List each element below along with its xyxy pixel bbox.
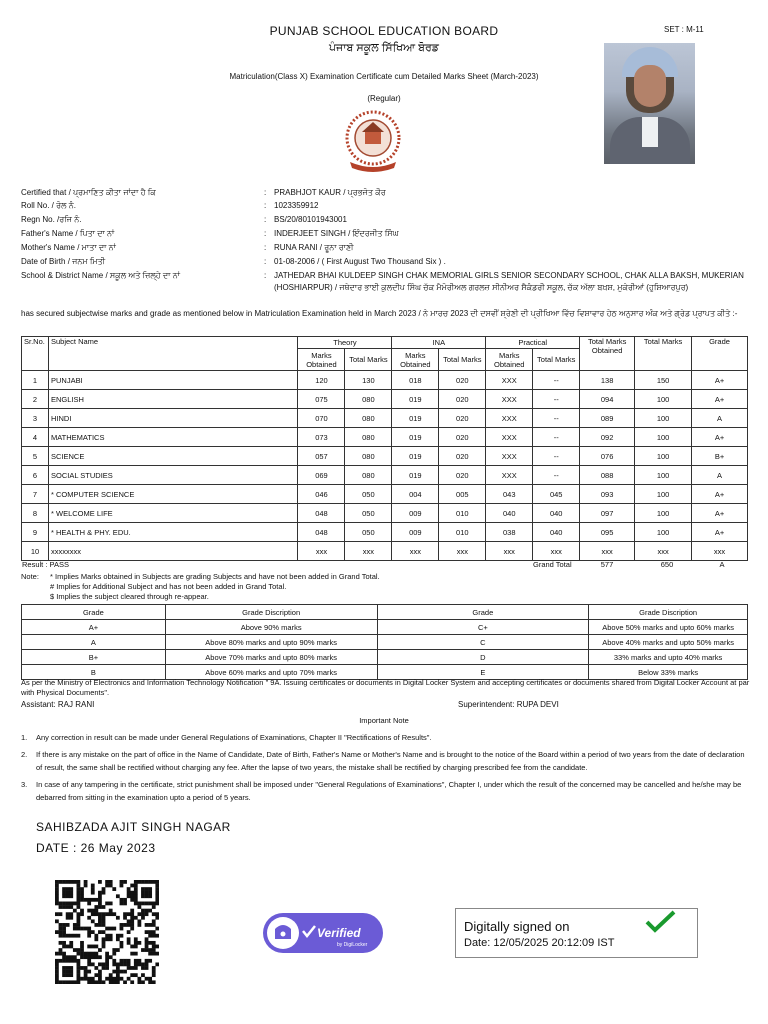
- grade-row: [22, 635, 748, 650]
- total-obtained-cell: xxx: [580, 542, 635, 561]
- theory-obtained-cell: 057: [298, 447, 345, 466]
- note-point: 1. Any correction in result can be made under General Regulations of Examinations, Chapter II "Rectifications of Results".: [21, 733, 432, 742]
- signature-date: Date: 12/05/2025 20:12:09 IST: [464, 937, 615, 949]
- col-srno: Sr.No.: [22, 337, 49, 371]
- total-marks-cell: xxx: [635, 542, 692, 561]
- theory-obtained-cell: 046: [298, 485, 345, 504]
- subject-name-cell: * COMPUTER SCIENCE: [48, 485, 297, 504]
- ina-obtained-cell: 009: [392, 523, 439, 542]
- total-obtained-cell: 076: [580, 447, 635, 466]
- sr-no-cell: 6: [22, 466, 49, 485]
- sr-no-cell: 8: [22, 504, 49, 523]
- signature-line-1: Digitally signed on: [464, 919, 570, 934]
- theory-total-cell: 080: [345, 428, 392, 447]
- theory-total-cell: 130: [345, 371, 392, 390]
- total-marks-cell: 100: [635, 504, 692, 523]
- ina-total: Total Marks: [439, 349, 486, 371]
- practical-total-cell: 045: [533, 485, 580, 504]
- note-point: 3. In case of any tampering in the certificate, strict punishment shall be imposed under "General Regulations of Examinations", Chapter I, under which the result of the concerned may be cancelled and he/she may be debarred from sitting in the examination upto a period of 5 years.: [21, 779, 742, 802]
- total-marks-cell: 100: [635, 409, 692, 428]
- roll-no-label: Roll No. / ਰੋਲ ਨੰ.: [21, 201, 76, 210]
- grade-desc-col-header: Grade Discription: [165, 605, 377, 620]
- ina-total-cell: 020: [439, 390, 486, 409]
- table-row: [22, 466, 748, 485]
- practical-total-cell: xxx: [533, 542, 580, 561]
- total-obtained-cell: 088: [580, 466, 635, 485]
- practical-obtained-cell: XXX: [486, 466, 533, 485]
- ina-obtained-cell: 019: [392, 390, 439, 409]
- sr-no-cell: 4: [22, 428, 49, 447]
- subject-name-cell: * HEALTH & PHY. EDU.: [48, 523, 297, 542]
- grade-col-header: Grade: [377, 605, 589, 620]
- grade-cell: A+: [692, 371, 748, 390]
- grade-cell: B+: [22, 650, 166, 665]
- total-marks-cell: 150: [635, 371, 692, 390]
- theory-total-cell: 050: [345, 485, 392, 504]
- digital-signature-box: [455, 908, 698, 958]
- ina-obtained-cell: 019: [392, 409, 439, 428]
- ina-total-cell: 020: [439, 409, 486, 428]
- theory-obtained-cell: 048: [298, 504, 345, 523]
- verified-sub: by DigiLocker: [337, 942, 368, 948]
- theory-total: Total Marks: [345, 349, 392, 371]
- col-total-marks: Total Marks: [635, 337, 692, 371]
- subject-name-cell: MATHEMATICS: [48, 428, 297, 447]
- col-total-obtained: Total Marks Obtained: [580, 337, 635, 371]
- subject-name-cell: xxxxxxxx: [48, 542, 297, 561]
- grade-description-cell: Above 80% marks and upto 90% marks: [165, 635, 377, 650]
- issue-place: SAHIBZADA AJIT SINGH NAGAR: [36, 820, 231, 834]
- grade-row: [22, 650, 748, 665]
- subject-name-cell: HINDI: [48, 409, 297, 428]
- grade-cell: A+: [692, 504, 748, 523]
- regn-no-value: BS/20/80101943001: [274, 215, 347, 224]
- ina-marks-obtained: Marks Obtained: [392, 349, 439, 371]
- regn-no-label: Regn No. /ਰਜਿ ਨੰ.: [21, 215, 82, 224]
- grade-cell: A: [692, 466, 748, 485]
- subject-name-cell: PUNJABI: [48, 371, 297, 390]
- note-point: 2. If there is any mistake on the part of office in the Name of Candidate, Date of Birth, Father's Name or Mother's Name and is brought to the notice of the Board within a period of two years from the date of declaration of result, the same shall be rectified without charging any fee. After the lapse of two years, the mistake shall be rectified by charging prescribed fee from the candidate.: [21, 749, 745, 772]
- qr-code-icon: [55, 880, 159, 984]
- grade-cell: C+: [377, 620, 589, 635]
- theory-obtained-cell: 069: [298, 466, 345, 485]
- col-theory: Theory: [298, 337, 392, 349]
- grade-cell: xxx: [692, 542, 748, 561]
- theory-total-cell: 050: [345, 504, 392, 523]
- grand-total-max: 650: [660, 560, 674, 569]
- sr-no-cell: 5: [22, 447, 49, 466]
- board-name-english: PUNJAB SCHOOL EDUCATION BOARD: [269, 24, 499, 38]
- practical-total-cell: --: [533, 371, 580, 390]
- mother-name-label: Mother's Name / ਮਾਤਾ ਦਾ ਨਾਂ: [21, 243, 116, 252]
- result-row: [21, 558, 748, 570]
- candidate-photo: [604, 43, 695, 164]
- certified-label: Certified that / ਪ੍ਰਮਾਣਿਤ ਕੀਤਾ ਜਾਂਦਾ ਹੈ ਕਿ: [21, 188, 156, 197]
- grade-cell: D: [377, 650, 589, 665]
- grade-cell: C: [377, 635, 589, 650]
- total-obtained-cell: 095: [580, 523, 635, 542]
- grade-cell: E: [377, 665, 589, 680]
- practical-total-cell: --: [533, 447, 580, 466]
- theory-obtained-cell: 073: [298, 428, 345, 447]
- table-row: [22, 504, 748, 523]
- theory-total-cell: 080: [345, 390, 392, 409]
- total-obtained-cell: 097: [580, 504, 635, 523]
- sr-no-cell: 10: [22, 542, 49, 561]
- grade-cell: A+: [692, 428, 748, 447]
- grade-cell: B+: [692, 447, 748, 466]
- grade-col-header: Grade: [22, 605, 166, 620]
- practical-total-cell: --: [533, 428, 580, 447]
- table-row: [22, 485, 748, 504]
- sr-no-cell: 1: [22, 371, 49, 390]
- table-row: [22, 409, 748, 428]
- table-row: [22, 371, 748, 390]
- practical-total-cell: --: [533, 409, 580, 428]
- grade-row: [22, 620, 748, 635]
- grade-description-cell: Above 90% marks: [165, 620, 377, 635]
- exam-category: (Regular): [367, 94, 401, 103]
- col-subject: Subject Name: [48, 337, 297, 371]
- col-grade: Grade: [692, 337, 748, 371]
- total-marks-cell: 100: [635, 390, 692, 409]
- grade-description-table: [21, 604, 748, 680]
- set-code: SET : M-11: [664, 25, 704, 34]
- grade-desc-col-header: Grade Discription: [589, 605, 748, 620]
- col-ina: INA: [392, 337, 486, 349]
- sr-no-cell: 3: [22, 409, 49, 428]
- result-status: Result : PASS: [22, 560, 69, 569]
- dob-value: 01-08-2006 / ( First August Two Thousand Six ) .: [274, 257, 446, 266]
- ina-obtained-cell: 019: [392, 428, 439, 447]
- certificate-title: Matriculation(Class X) Examination Certificate cum Detailed Marks Sheet (March-2023): [229, 72, 539, 81]
- sr-no-cell: 7: [22, 485, 49, 504]
- roll-no-value: 1023359912: [274, 201, 319, 210]
- important-note-points: [21, 731, 748, 808]
- subject-name-cell: * WELCOME LIFE: [48, 504, 297, 523]
- practical-obtained-cell: 040: [486, 504, 533, 523]
- theory-obtained-cell: 120: [298, 371, 345, 390]
- theory-total-cell: 080: [345, 409, 392, 428]
- ina-total-cell: 010: [439, 504, 486, 523]
- sr-no-cell: 2: [22, 390, 49, 409]
- practical-total-cell: --: [533, 390, 580, 409]
- practical-obtained-cell: XXX: [486, 428, 533, 447]
- subject-name-cell: ENGLISH: [48, 390, 297, 409]
- grade-cell: A+: [692, 390, 748, 409]
- practical-total: Total Marks: [533, 349, 580, 371]
- board-emblem-icon: [344, 110, 402, 176]
- practical-obtained-cell: xxx: [486, 542, 533, 561]
- table-row: [22, 390, 748, 409]
- overall-grade: A: [719, 560, 725, 569]
- ina-total-cell: 005: [439, 485, 486, 504]
- grade-description-cell: 33% marks and upto 40% marks: [589, 650, 748, 665]
- board-name-punjabi: ਪੰਜਾਬ ਸਕੂਲ ਸਿੱਖਿਆ ਬੋਰਡ: [329, 42, 439, 54]
- dob-label: Date of Birth / ਜਨਮ ਮਿਤੀ: [21, 257, 106, 266]
- grade-description-cell: Above 60% marks and upto 70% marks: [165, 665, 377, 680]
- col-practical: Practical: [486, 337, 580, 349]
- secured-statement: has secured subjectwise marks and grade as mentioned below in Matriculation Examination held in March 2023 / ਨੇ ਮਾਰਚ 2023 ਦੀ ਦਸਵੀਂ ਸ਼੍ਰੇਣੀ ਦੀ ਪ੍ਰੀਖਿਆ ਵਿੱਚ ਵਿਸ਼ਾਵਾਰ ਹੇਠ ਅਨੁਸਾਰ ਅੰਕ ਅਤੇ ਗ੍ਰੇਡ ਪ੍ਰਾਪਤ ਕੀਤੇ :-: [21, 309, 738, 318]
- ina-total-cell: xxx: [439, 542, 486, 561]
- grade-description-cell: Above 70% marks and upto 80% marks: [165, 650, 377, 665]
- mother-name-value: RUNA RANI / ਰੂਨਾ ਰਾਣੀ: [274, 243, 354, 252]
- theory-total-cell: 080: [345, 447, 392, 466]
- important-note-title: Important Note: [359, 716, 409, 725]
- ina-obtained-cell: 019: [392, 466, 439, 485]
- practical-total-cell: --: [533, 466, 580, 485]
- marks-table: [21, 336, 748, 561]
- theory-total-cell: 080: [345, 466, 392, 485]
- assistant-name: Assistant: RAJ RANI: [21, 700, 95, 709]
- practical-obtained-cell: XXX: [486, 447, 533, 466]
- grade-cell: A: [692, 409, 748, 428]
- theory-obtained-cell: 075: [298, 390, 345, 409]
- total-marks-cell: 100: [635, 485, 692, 504]
- practical-obtained-cell: XXX: [486, 390, 533, 409]
- theory-obtained-cell: 070: [298, 409, 345, 428]
- note-line: # Implies for Additional Subject and has not been added in Grand Total.: [50, 582, 287, 591]
- grade-cell: B: [22, 665, 166, 680]
- father-name-label: Father's Name / ਪਿਤਾ ਦਾ ਨਾਂ: [21, 229, 115, 238]
- practical-total-cell: 040: [533, 504, 580, 523]
- grade-cell: A: [22, 635, 166, 650]
- total-obtained-cell: 093: [580, 485, 635, 504]
- theory-obtained-cell: 048: [298, 523, 345, 542]
- school-value: JATHEDAR BHAI KULDEEP SINGH CHAK MEMORIAL GIRLS SENIOR SECONDARY SCHOOL, CHAK ALLA BAKSH, MUKERIAN (HOSHIARPUR) / ਜਥੇਦਾਰ ਭਾਈ ਕੁਲਦੀਪ ਸਿੰਘ ਚੱਕ ਮੈਮੋਰੀਅਲ ਗਰਲਜ਼ ਸੀਨੀਅਰ ਸੈਕੰਡਰੀ ਸਕੂਲ, ਚੱਕ ਅੱਲਾ ਬਖ਼ਸ਼, ਮੁਕੇਰੀਆਂ (ਹੁਸ਼ਿਆਰਪੁਰ): [274, 271, 744, 292]
- subject-name-cell: SOCIAL STUDIES: [48, 466, 297, 485]
- father-name-value: INDERJEET SINGH / ਇੰਦਰਜੀਤ ਸਿੰਘ: [274, 229, 399, 238]
- ina-total-cell: 020: [439, 428, 486, 447]
- grade-description-cell: Above 50% marks and upto 60% marks: [589, 620, 748, 635]
- practical-obtained-cell: XXX: [486, 371, 533, 390]
- total-marks-cell: 100: [635, 428, 692, 447]
- ina-obtained-cell: xxx: [392, 542, 439, 561]
- superintendent-name: Superintendent: RUPA DEVI: [458, 700, 559, 709]
- ina-obtained-cell: 009: [392, 504, 439, 523]
- total-obtained-cell: 138: [580, 371, 635, 390]
- candidate-name: PRABHJOT KAUR / ਪ੍ਰਭਜੋਤ ਕੌਰ: [274, 188, 386, 197]
- practical-marks-obtained: Marks Obtained: [486, 349, 533, 371]
- total-marks-cell: 100: [635, 523, 692, 542]
- ina-obtained-cell: 004: [392, 485, 439, 504]
- total-marks-cell: 100: [635, 447, 692, 466]
- total-obtained-cell: 092: [580, 428, 635, 447]
- theory-marks-obtained: Marks Obtained: [298, 349, 345, 371]
- table-row: [22, 523, 748, 542]
- issue-date: DATE : 26 May 2023: [36, 841, 156, 855]
- total-obtained-cell: 094: [580, 390, 635, 409]
- ina-obtained-cell: 019: [392, 447, 439, 466]
- table-row: [22, 428, 748, 447]
- ina-total-cell: 020: [439, 466, 486, 485]
- note-line: $ Implies the subject cleared through re-appear.: [50, 592, 209, 601]
- practical-obtained-cell: 043: [486, 485, 533, 504]
- note-label: Note:: [21, 572, 39, 581]
- ina-total-cell: 010: [439, 523, 486, 542]
- theory-total-cell: 050: [345, 523, 392, 542]
- total-marks-cell: 100: [635, 466, 692, 485]
- grand-total-value: 577: [600, 560, 614, 569]
- grade-cell: A+: [692, 485, 748, 504]
- grade-cell: A+: [692, 523, 748, 542]
- ina-total-cell: 020: [439, 371, 486, 390]
- grade-description-cell: Above 40% marks and upto 50% marks: [589, 635, 748, 650]
- ministry-notification: As per the Ministry of Electronics and Information Technology Notification " 9A. Issuing certificates or documents in Digital Locker System and accepting certificates or documents shared from Digital Locker Account at par with Physical Documents".: [21, 678, 750, 697]
- notes: [21, 572, 380, 602]
- table-row: [22, 447, 748, 466]
- theory-total-cell: xxx: [345, 542, 392, 561]
- practical-total-cell: 040: [533, 523, 580, 542]
- checkmark-icon: [644, 909, 678, 935]
- school-label: School & District Name / ਸਕੂਲ ਅਤੇ ਜ਼ਿਲ੍ਹੇ ਦਾ ਨਾਂ: [21, 271, 180, 280]
- total-obtained-cell: 089: [580, 409, 635, 428]
- verified-text: Verified: [317, 926, 361, 940]
- grand-total-label: Grand Total: [533, 560, 572, 569]
- ina-obtained-cell: 018: [392, 371, 439, 390]
- digilocker-verified-badge: [263, 913, 383, 953]
- practical-obtained-cell: 038: [486, 523, 533, 542]
- subject-name-cell: SCIENCE: [48, 447, 297, 466]
- grade-cell: A+: [22, 620, 166, 635]
- grade-description-cell: Below 33% marks: [589, 665, 748, 680]
- sr-no-cell: 9: [22, 523, 49, 542]
- practical-obtained-cell: XXX: [486, 409, 533, 428]
- note-line: * Implies Marks obtained in Subjects are grading Subjects and have not been added in Grand Total.: [50, 572, 380, 581]
- ina-total-cell: 020: [439, 447, 486, 466]
- theory-obtained-cell: xxx: [298, 542, 345, 561]
